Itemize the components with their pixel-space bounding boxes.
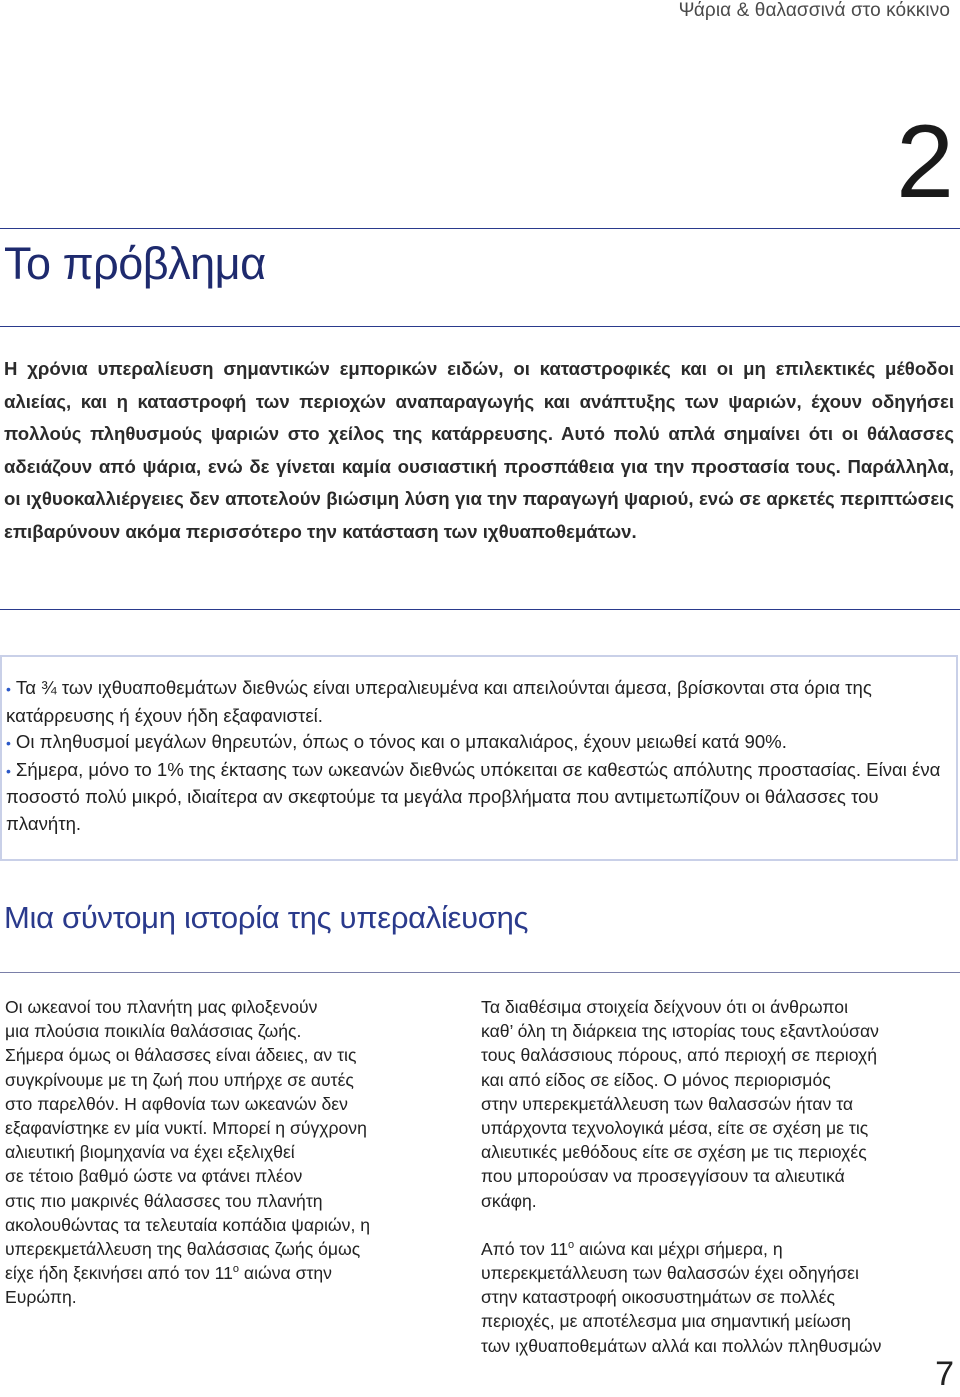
intro-paragraph: Η χρόνια υπεραλίευση σημαντικών εμπορικών ειδών, οι καταστροφικές και οι μη επιλεκτικές μέθοδοι αλιείας, και η καταστροφή των περιοχών αναπαραγωγής και ανάπτυξης των ψαριών, έχουν οδηγήσει πολλούς πληθυσμούς ψαριών στο χείλος της κατάρρευσης. Αυτό πολύ απλά σημαίνει ότι οι θάλασσες αδειάζουν από ψάρια, ενώ δε γίνεται καμία ουσιαστική προσπάθεια για την προστασία τους. Παράλληλα, οι ιχθυοκαλλιέργειες δεν αποτελούν βιώσιμη λύση για την παραγωγή ψαριού, ενώ σε αρκετές περιπτώσεις επιβαρύνουν ακόμα περισσότερο την κατάσταση των ιχθυαποθεμάτων.	[4, 358, 954, 542]
page-title: Το πρόβλημα	[4, 238, 266, 289]
text-line	[481, 1237, 951, 1261]
text-line: μια πλούσια ποικιλία θαλάσσιας ζωής.	[5, 1021, 302, 1042]
fact-text: Τα ¾ των ιχθυαποθεμάτων διεθνώς είναι υπεραλιευμένα και απειλούνται άμεσα, βρίσκονται στα όρια της κατάρρευσης ή έχουν ήδη εξαφανιστεί.	[6, 677, 872, 726]
running-header-title: Ψάρια & θαλασσινά στο κόκκινο	[678, 0, 950, 21]
text-line: υπάρχοντα τεχνολογικά μέσα, είτε σε σχέση με τις	[481, 1118, 869, 1139]
text-line: τους θαλάσσιους πόρους, από περιοχή σε περιοχή	[481, 1045, 878, 1066]
text-line: των ιχθυαποθεμάτων αλλά και πολλών πληθυσμών	[481, 1335, 882, 1356]
text-line: που μπορούσαν να προσεγγίσουν τα αλιευτικά	[481, 1166, 845, 1187]
fact-item	[6, 757, 946, 838]
text-line: Σήμερα όμως οι θάλασσες είναι άδειες, αν τις	[5, 1045, 357, 1066]
superscript: ο	[232, 1263, 240, 1276]
text-line: ακολουθώντας τα τελευταία κοπάδια ψαριών, η	[5, 1214, 371, 1235]
bullet-icon: •	[6, 762, 11, 779]
text-line: Οι ωκεανοί του πλανήτη μας φιλοξενούν	[5, 997, 318, 1017]
rule-under-section	[0, 972, 960, 973]
text-line: υπερεκμετάλλευση της θαλάσσιας ζωής όμως	[5, 1239, 361, 1260]
fact-text: Σήμερα, μόνο το 1% της έκτασης των ωκεανών διεθνώς υπόκειται σε καθεστώς απόλυτης προστασίας. Είναι ένα ποσοστό πολύ μικρό, ιδιαίτερα αν σκεφτούμε τα μεγάλα προβλήματα που αντιμετωπίζουν οι θάλασσες του πλανήτη.	[6, 758, 941, 834]
text-line: σκάφη.	[481, 1190, 537, 1211]
fact-item	[6, 729, 946, 757]
text-line: στο παρελθόν. Η αφθονία των ωκεανών δεν	[5, 1093, 348, 1114]
text-line	[5, 1261, 435, 1285]
paragraph-gap	[481, 1213, 951, 1237]
text-fragment: Από τον 11	[481, 1238, 568, 1259]
text-line: στις πιο μακρινές θάλασσες του πλανήτη	[5, 1190, 323, 1211]
fact-text: Οι πληθυσμοί μεγάλων θηρευτών, όπως ο τόνος και ο μπακαλιάρος, έχουν μειωθεί κατά 90%.	[15, 731, 787, 752]
text-fragment: αιώνα στην	[239, 1263, 332, 1284]
section-title: Μια σύντομη ιστορία της υπεραλίευσης	[4, 900, 529, 935]
chapter-number: 2	[896, 104, 954, 220]
page-number: 7	[935, 1355, 954, 1393]
text-line: και από είδος σε είδος. Ο μόνος περιορισμός	[481, 1069, 831, 1090]
text-line: αλιευτική βιομηχανία να έχει εξελιχθεί	[5, 1142, 295, 1163]
text-line: αλιευτικές μεθόδους είτε σε σχέση με τις περιοχές	[481, 1142, 867, 1163]
text-line: Ευρώπη.	[5, 1287, 77, 1308]
text-line: εξαφανίστηκε εν μία νυκτί. Μπορεί η σύγχρονη	[5, 1118, 367, 1139]
rule-under-intro	[0, 609, 960, 610]
fact-item	[6, 675, 946, 729]
text-line: καθ’ όλη τη διάρκεια της ιστορίας τους εξαντλούσαν	[481, 1021, 879, 1042]
text-line: υπερεκμετάλλευση των θαλασσών έχει οδηγήσει	[481, 1263, 859, 1284]
bullet-icon: •	[6, 681, 11, 697]
text-line: σε τέτοιο βαθμό ώστε να φτάνει πλέον	[5, 1166, 303, 1187]
left-column	[5, 995, 435, 1310]
rule-under-title	[0, 326, 960, 327]
text-line: στην καταστροφή οικοσυστημάτων σε πολλές	[481, 1287, 835, 1308]
text-line: συγκρίνουμε με τη ζωή που υπήρχε σε αυτές	[5, 1069, 354, 1090]
text-line: περιοχές, με αποτέλεσμα μια σημαντική μείωση	[481, 1311, 851, 1332]
rule-under-chapter	[0, 228, 960, 229]
text-line: στην υπερεκμετάλλευση των θαλασσών ήταν τα	[481, 1093, 854, 1114]
text-fragment: είχε ήδη ξεκινήσει από τον 11	[5, 1263, 233, 1284]
facts-box	[0, 655, 958, 861]
bullet-icon: •	[6, 735, 11, 751]
text-line: Τα διαθέσιμα στοιχεία δείχνουν ότι οι άνθρωποι	[481, 997, 849, 1017]
superscript: ο	[567, 1238, 575, 1251]
text-fragment: αιώνα και μέχρι σήμερα, η	[574, 1238, 783, 1259]
right-column	[481, 995, 951, 1358]
